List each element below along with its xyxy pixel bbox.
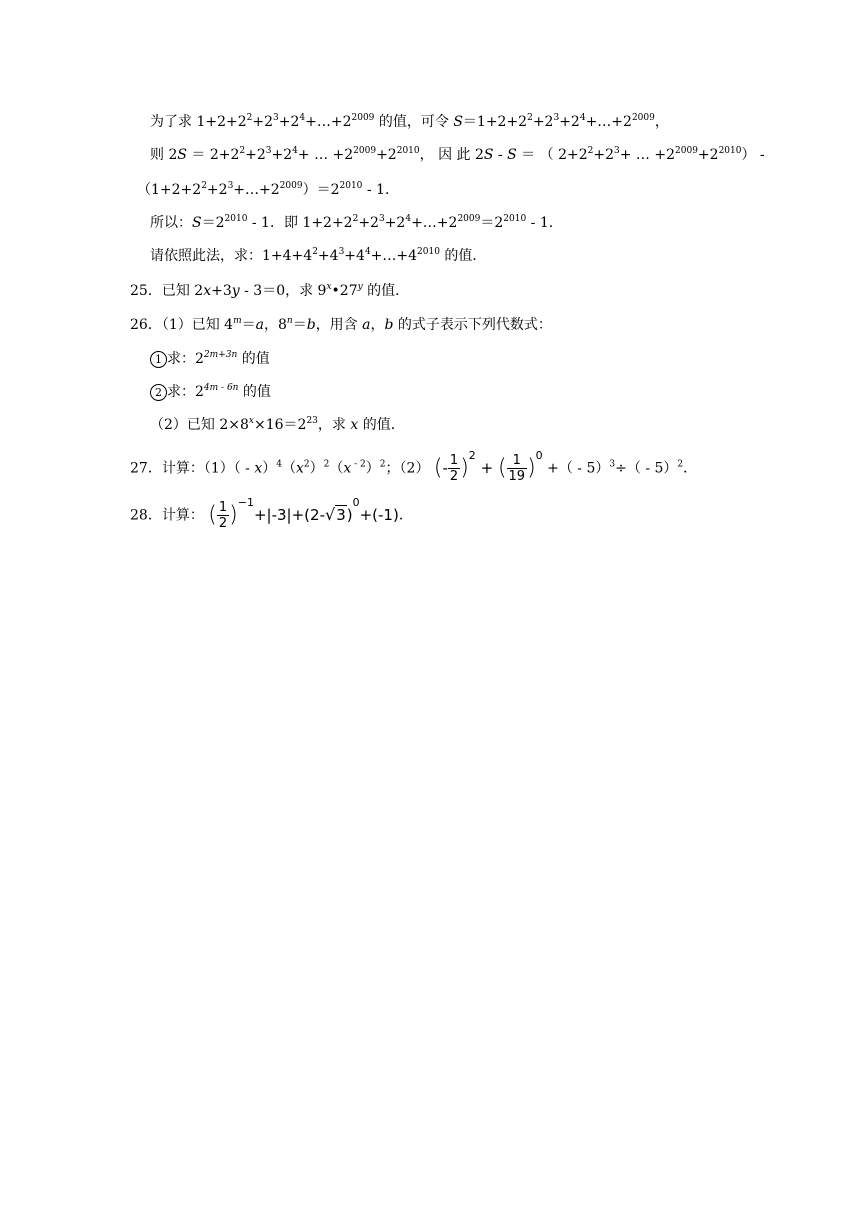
question-25: 25．已知 2x+3y ‐ 3＝0，求 9$^x$•27$^y$ 的值．	[130, 282, 410, 299]
question-number: 28．	[130, 507, 162, 524]
question-number: 25．	[130, 283, 162, 299]
sub-question: （2）已知 $2\times 8^x\times 16=2^{23}$，求 x 的值．	[150, 416, 405, 433]
sub-question: 2 求：$2^{4m ‐ 6n}$ 的值	[150, 382, 271, 402]
text-line: 为了求 $1+2+2^2+2^3+2^4+\dots+2^{2009}$ 的值，可令 $S=1+2+2^2+2^3+2^4+\dots+2^{2009}$，	[150, 113, 669, 130]
question-26: 26．（1）已知 $4^m=a$，$8^n=b$，用含 a，b 的式子表示下列代数式：	[130, 316, 552, 333]
math-expression: ( $\frac{1}{2}$ )$^{-1}+|-3|+(2-√3)^0+(-1)$	[208, 496, 399, 531]
math-expression: (- $\frac{1}{2}$ )$^2$ + ( $\frac{1}{19}$ )$^0$	[433, 449, 543, 484]
question-27: 27．计算：（1）（ ‐ $x)^4(x^2)^2(x$ $^{‐ 2}$）$^2$；（2） (- $\frac{1}{2}$ )$^2$ + ( $\frac{1}{19}$ )$^0$ +（ ‐ 5）$^3$÷（ ‐ 5）$^2$．	[130, 449, 698, 484]
question-number: 27．	[130, 460, 162, 477]
circled-number: 2	[150, 384, 167, 401]
text-line: 则 $2S = 2+2^2+2^3+2^4+$ … $+2^{2009}+2^{2010}$， 因 此 2S ‐ S ＝ （ $2+2^2+2^3+$ … $+2^{2009}+2^{2010}$） ‐	[150, 146, 765, 163]
text-line: 所以：$S=2^{2010}$ ‐ 1．即 $1+2+2^2+2^3+2^4+\dots+2^{2009}=2^{2010}$ ‐ 1．	[150, 214, 563, 231]
question-number: 26．	[130, 317, 162, 333]
text-line: $(1+2+2^2+2^3+\dots+2^{2009})=2^{2010}$ ‐ 1．	[137, 181, 399, 198]
question-28: 28．计算： ( $\frac{1}{2}$ )$^{-1}+|-3|+(2-√3)^0+(-1)$．	[130, 496, 413, 531]
sub-question: 1 求：$2^{2m+3n}$ 的值	[150, 349, 270, 369]
circled-number: 1	[150, 351, 167, 368]
text-line: 请依照此法，求：$1+4+4^2+4^3+4^4+\dots+4^{2010}$ 的值．	[150, 247, 487, 264]
